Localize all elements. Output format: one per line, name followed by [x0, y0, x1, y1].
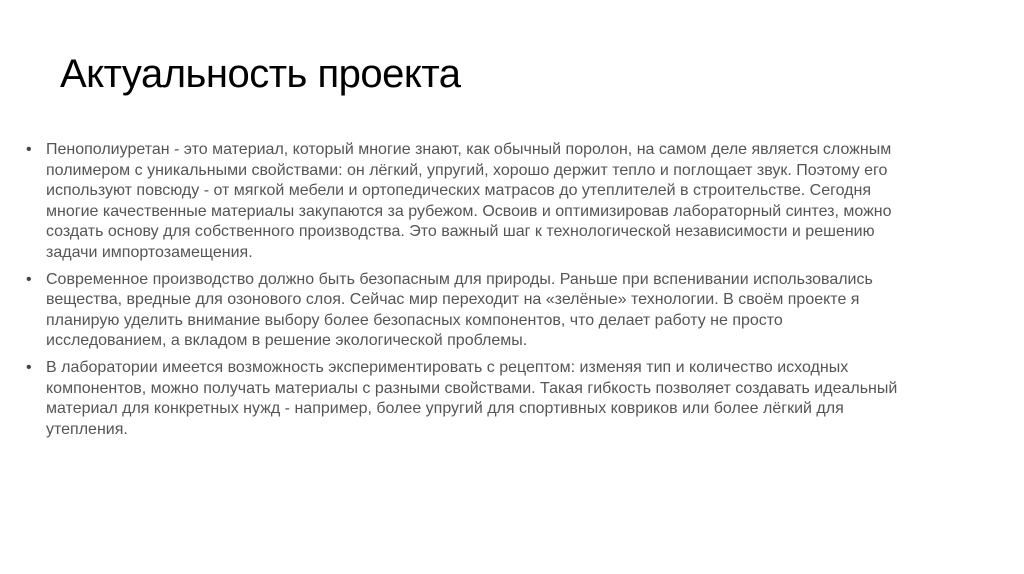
slide-title: Актуальность проекта [60, 52, 461, 96]
bullet-text: Пенополиуретан - это материал, который многие знают, как обычный поролон, на самом деле является сложным полимером с уникальными свойствами: он лёгкий, упругий, хорошо держит тепло и поглощает звук. Поэтому его используют повсюду - от мягкой мебели и ортопедических матрасов до утеплителей в строительстве. Сегодня многие качественные материалы закупаются за рубежом. Освоив и оптимизировав лабораторный синтез, можно создать основу для собственного производства. Это важный шаг к технологической независимости и решению задачи импортозамещения. [46, 141, 892, 261]
bullet-point-icon: • [26, 270, 32, 288]
bullet-text: В лаборатории имеется возможность экспериментировать с рецептом: изменяя тип и количество исходных компонентов, можно получать материалы с разными свойствами. Такая гибкость позволяет создавать идеальный материал для конкретных нужд - например, более упругий для спортивных ковриков или более лёгкий для утепления. [46, 358, 898, 438]
bullet-text: Современное производство должно быть безопасным для природы. Раньше при вспенивании использовались вещества, вредные для озонового слоя. Сейчас мир переходит на «зелёные» технологии. В своём проекте я планирую уделить внимание выбору более безопасных компонентов, что делает работу не просто исследованием, а вкладом в решение экологической проблемы. [46, 270, 873, 350]
bullet-item-relevance [26, 140, 906, 264]
bullet-point-icon: • [26, 358, 32, 376]
bullet-list [26, 140, 906, 446]
bullet-item-ecology [26, 270, 906, 352]
bullet-item-experiment [26, 358, 906, 440]
bullet-point-icon: • [26, 141, 32, 158]
